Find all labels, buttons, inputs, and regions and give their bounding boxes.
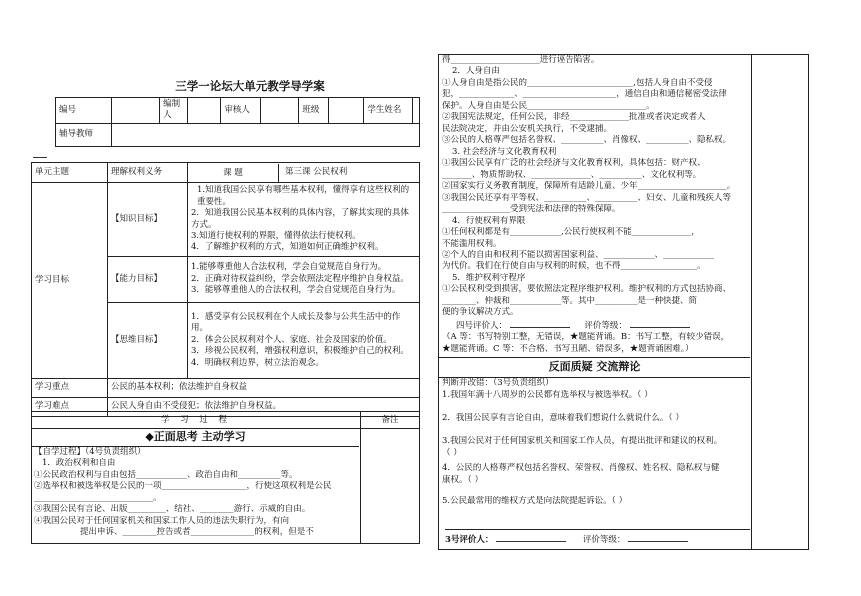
note-column xyxy=(360,428,419,543)
number-label: 编号 xyxy=(56,98,112,124)
rights-line: 保护。人身自由是公民____________________________。 xyxy=(442,100,655,111)
rights-line: 为代价。我们在行使自由与权利的时候，也不得__________________。 xyxy=(442,261,706,272)
goals-label: 学习目标 xyxy=(32,183,108,379)
thinking-goal-1: 1．感受享有公民权利在个人成长及参与公共生活中的作用。 xyxy=(191,311,401,334)
note-label: 备注 xyxy=(381,415,399,425)
rights-line: ①我国公民享有广泛的社会经济与文化教育权利，具体包括：财产权、 xyxy=(442,158,706,169)
question-item: 3.我国公民对于任何国家机关和国家工作人员，有提出批评和建议的权利。 xyxy=(442,436,723,447)
rights-line: 4．行使权利有界限 xyxy=(452,215,526,226)
eval3-grade-label: 评价等级： xyxy=(582,534,626,545)
question-item: 4．公民的人格尊严权包括名誉权、荣誉权、肖像权、姓名权、隐私权与健 xyxy=(442,463,720,474)
tutor-field[interactable] xyxy=(112,123,420,146)
eval3-name-field[interactable] xyxy=(496,533,566,542)
difficulty-value: 公民人身自由不受侵犯；依法维护自身权益。 xyxy=(108,398,420,417)
rights-line: 不能滥用权利。 xyxy=(442,238,502,249)
thinking-goal-label: 【思维目标】 xyxy=(108,303,188,379)
header-table xyxy=(55,97,420,147)
reviewer-label: 审核人 xyxy=(221,98,260,124)
ability-goal-1: 1.能够尊重他人合法权利，学会自觉规范自身行为。 xyxy=(191,262,387,273)
rights-line: ②我国宪法规定，任何公民，非经______________批准或者决定或者人 xyxy=(442,112,706,123)
rights-line: ________、仲裁和____________等。其中__________是一种快捷、简 xyxy=(442,295,698,306)
right-note-column xyxy=(751,55,808,549)
class-field[interactable] xyxy=(329,98,364,124)
judge-intro: 判断并改错：（3号负责组织） xyxy=(442,378,554,389)
page-title: 三学一论坛大单元教学导学案 xyxy=(175,79,325,93)
thinking-goal-4: 4．明确权利边界，树立法治观念。 xyxy=(191,357,324,368)
eval4-grade-field[interactable] xyxy=(630,319,690,328)
process-box xyxy=(31,411,420,544)
class-label: 班级 xyxy=(299,98,329,124)
rights-line: 便的争议解决方式。 xyxy=(442,307,519,318)
goals-table xyxy=(31,162,420,417)
rights-line: 5．维护权利守程序 xyxy=(452,272,526,283)
section1-line: 1．政治权利和自由 xyxy=(42,458,116,469)
difficulty-label: 学习难点 xyxy=(32,398,108,417)
question-item: 康权。（ ） xyxy=(442,474,483,485)
eval4-grade-label: 评价等级： xyxy=(584,320,627,331)
rights-line: _______、物质帮助权、______________、__________、文化权利等。 xyxy=(442,169,702,180)
rights-line: ①人身自由是指公民的_________________________,包括人身自由不受侵 xyxy=(442,77,713,88)
question-item: 2．我国公民享有言论自由，意味着我们想说什么就说什么。（ ） xyxy=(442,412,684,423)
knowledge-goal-label: 【知识目标】 xyxy=(108,183,188,257)
question-item: 5.公民最常用的维权方式是向法院提起诉讼。（ ） xyxy=(442,496,628,507)
knowledge-goal-4: 4．了解维护权利的方式，知道如何正确维护权利。 xyxy=(191,242,384,253)
lesson-label: 课 题 xyxy=(188,164,279,182)
question-item: （ ） xyxy=(442,447,462,458)
editor-field[interactable] xyxy=(188,98,221,124)
section1-line: ②选举权和被选举权是公民的一项____________________，行使这项权利是公民 xyxy=(34,481,332,492)
ability-goal-3: 3．能够尊重他人的合法权利，学会自觉规范自身行为。 xyxy=(191,285,401,296)
ability-goal-2: 2．正确对待权益纠纷，学会依照法定程序维护自身权益。 xyxy=(191,273,409,284)
eval3-label: 3号评价人： xyxy=(445,534,494,545)
editor-label: 编制人 xyxy=(160,98,188,124)
student-name-field[interactable] xyxy=(413,98,420,124)
section1-line: ____________________________。 xyxy=(34,492,162,503)
question-item: 1.我国年满十八周岁的公民都有选举权与被选举权。（ ） xyxy=(442,389,653,400)
reviewer-field[interactable] xyxy=(260,98,299,124)
rights-line: 犯，_____________、______________________，通信自由和通信秘密受法律 xyxy=(442,89,727,100)
rights-line: ________________受到宪法和法律的特殊保障。 xyxy=(442,204,621,215)
rights-line: 民法院决定，并由公安机关执行，不受逮捕。 xyxy=(442,123,613,134)
unit-theme-value: 理解权利义务 xyxy=(108,163,188,183)
section1-line: ③我国公民有言论、出版_________、结社、________游行、示威的自由。 xyxy=(34,504,311,515)
eval3-row xyxy=(445,529,750,546)
eval4-label: 四号评价人： xyxy=(456,320,508,331)
eval4-row xyxy=(442,319,751,332)
ability-goal-label: 【能力目标】 xyxy=(108,257,188,303)
rights-line: ②国家实行义务教育制度，保障所有适龄儿童、少年_____________________。 xyxy=(442,181,736,192)
rights-line: 得_____________________进行诬告陷害。 xyxy=(442,55,600,65)
rights-line: 3. 社会经济与文化教育权利 xyxy=(452,146,557,157)
ability-goals xyxy=(188,257,420,303)
section1-line: 【自学过程】（4号负责组织） xyxy=(34,446,146,457)
knowledge-goal-1: 1.知道我国公民享有哪些基本权利，懂得享有这些权利的重要性。 xyxy=(197,185,410,207)
tutor-label: 辅导教师 xyxy=(56,123,112,146)
thinking-goal-2: 2．体会公民权利对个人、家庭、社会及国家的价值。 xyxy=(191,334,392,345)
rights-line: ①公民权利受到损害，要依照法定程序维护权利。维护权利的方式包括协商、 xyxy=(442,284,732,295)
key-point-value: 公民的基本权利；依法维护自身权益 xyxy=(108,379,420,398)
criteria-line: ★题能背诵。C 等：不合格、书写丑陋、错误多，★题背诵困难。） xyxy=(442,343,694,354)
eval4-name-field[interactable] xyxy=(510,319,570,328)
section1-line: ④我国公民对于任何国家机关和国家工作人员的违法失职行为，有向 xyxy=(34,515,290,526)
rights-line: ③公民的人格尊严包括名誉权、__________、肖像权、__________、隐私权。 xyxy=(442,135,732,146)
knowledge-goal-3: 3.知道行使权利的界限，懂得依法行使权利。 xyxy=(191,230,361,241)
right-panel xyxy=(438,54,809,550)
rights-line: ③我国公民还享有平等权、__________、__________、妇女、儿童和残疾人等 xyxy=(442,192,732,203)
number-field[interactable] xyxy=(112,98,160,124)
section1-heading: ◆正面思考 主动学习 xyxy=(32,429,359,447)
process-label: 学 习 过 程 xyxy=(32,412,361,428)
divider xyxy=(33,157,47,158)
rights-line: ②个人的自由和权利不能以损害国家利益、____________、____________ xyxy=(442,249,715,260)
section1-line: 提出申诉、________控告或者_______________的权利，但是不 xyxy=(80,527,314,538)
eval3-grade-field[interactable] xyxy=(628,533,688,542)
knowledge-goal-2: 2．知道我国公民基本权利的具体内容，了解其实现的具体方式。 xyxy=(191,208,409,230)
unit-theme-label: 单元主题 xyxy=(32,163,108,183)
section1-line: ①公民政治权利与自由包括____________、政治自由和__________等。 xyxy=(34,469,298,480)
lesson-value: 第三课 公民权利 xyxy=(285,166,348,177)
thinking-goals xyxy=(188,303,420,379)
key-point-label: 学习重点 xyxy=(32,379,108,398)
thinking-goal-3: 3．珍视公民权利，增强权利意识，积极维护自己的权利。 xyxy=(191,346,409,357)
section2-heading: 反面质疑 交流辩论 xyxy=(439,357,750,378)
rights-line: ①任何权利都是有____________,公民行使权利不能______________， xyxy=(442,227,700,238)
student-name-label: 学生姓名 xyxy=(364,98,413,124)
criteria-line: （A 等：书写特别工整，无错误，★题能背诵。B：书写工整，有较少错误， xyxy=(442,332,730,343)
knowledge-goals xyxy=(188,183,420,257)
rights-line: 2．人身自由 xyxy=(452,66,500,77)
